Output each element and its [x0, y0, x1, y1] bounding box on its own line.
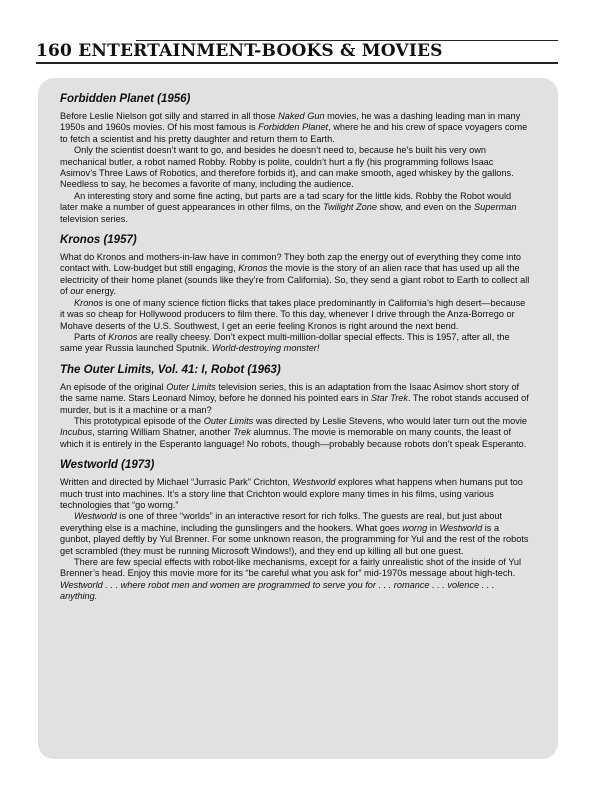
page-number: 160: [36, 41, 73, 61]
italic-text: World-destroying monster!: [211, 343, 320, 354]
page-heading: [36, 41, 443, 61]
italic-text: Twilight Zone: [323, 202, 377, 213]
entry-paragraph: There are few special effects with robot-like mechanisms, except for a fairly unrealistic shot of the inside of Yul Brenner’s head. Enjoy this movie more for its “be careful what you ask for” mid-1970s message about high-tech. Westworld . . . where robot men and women are programmed to serve you for . . . romance . . . volence . . . anything.: [60, 557, 521, 602]
italic-text: Outer Limits: [203, 415, 254, 426]
header-bottom-rule: [36, 62, 558, 64]
italic-text: Kronos: [108, 331, 138, 342]
entry-title: Kronos (1957): [60, 234, 137, 247]
italic-text: worng: [402, 522, 428, 533]
italic-text: Westworld: [292, 477, 336, 488]
entry-title: Westworld (1973): [60, 459, 155, 472]
italic-text: Forbidden Planet: [258, 122, 329, 133]
italic-text: Star Trek: [370, 393, 408, 404]
italic-text: Outer Limits: [166, 381, 216, 392]
entry-title: Forbidden Planet (1956): [60, 93, 191, 105]
entry-paragraph: Written and directed by Michael “Jurrasic Park” Crichton, Westworld explores what happens when humans put too much trust into machines. It’s a story line that Crichton would explore many times in his films, using various technologies that “go worng.”: [60, 477, 523, 510]
italic-text: our: [70, 286, 84, 297]
italic-text: Naked Gun: [278, 111, 325, 121]
section-title: ENTERTAINMENT-BOOKS & MOVIES: [78, 41, 443, 61]
review-entry: [60, 364, 531, 450]
review-entry: [60, 93, 531, 225]
content-panel: [38, 78, 558, 759]
entry-paragraph: An interesting story and some fine acting, but parts are a tad scary for the little kids. Robby the Robot would later make a number of guest appearances in other films, on the Twilight Zone show, and even on the Superman television series.: [60, 190, 517, 224]
italic-text: Kronos: [238, 263, 268, 274]
review-entry: [60, 234, 531, 355]
italic-text: Kronos: [74, 297, 104, 308]
entry-paragraph: Only the scientist doesn’t want to go, and besides he doesn’t need to, because he’s built his very own mechanical butler, a robot named Robby. Robby is polite, couldn’t hurt a fly (his programming follows Isaac Asimov’s Three Laws of Robotics, and therefore forbids it), and can make smooth, aged whiskey by the gallons. Needless to say, he becomes a favorite of many, including the audience.: [60, 145, 514, 190]
entry-paragraph: Before Leslie Nielson got silly and starred in all those Naked Gun movies, he was a dashing leading man in many 1950s and 1960s movies. Of his most famous is Forbidden Planet, where he and his crew of space voyagers come to fetch a scientist and his pretty daughter and return them to Earth.: [60, 111, 528, 144]
italic-text: Superman: [474, 202, 517, 213]
review-entry: [60, 459, 531, 602]
italic-text: Trek: [233, 427, 251, 438]
entry-paragraph: An episode of the original Outer Limits television series, this is an adaptation from the Isaac Asimov short story of the same name. Stars Leonard Nimoy, before he donned his pointed ears in Star Trek. The robot stands accused of murder, but is it a machine or a man?: [60, 381, 529, 415]
italic-text: Westworld: [439, 522, 483, 533]
entry-paragraph: What do Kronos and mothers-in-law have in common? They both zap the energy out of everything they come into contact with. Low-budget but still engaging, Kronos the movie is the story of an alien race that has used up all the electricity of their home planet (sounds like they’re from California). So, they send a giant robot to Earth to collect all of our energy.: [60, 252, 530, 297]
entry-paragraph: Kronos is one of many science fiction flicks that takes place predominantly in California’s high desert—because it was so cheap for Hollywood producers to film there. To this day, whenever I drive through the Anza-Borrego or Mohave deserts of the U.S. Southwest, I get an eerie feeling Kronos is right around the next bend.: [60, 297, 526, 331]
italic-text: Westworld . . . where robot men and women are programmed to serve you for . . . romance . . . volence . . . anything.: [60, 579, 495, 602]
entry-title: The Outer Limits, Vol. 41: I, Robot (1963): [60, 363, 281, 376]
entry-paragraph: Parts of Kronos are really cheesy. Don’t expect multi-million-dollar special effects. This is 1957, after all, the same year Russia launched Sputnik. World-destroying monster!: [60, 331, 510, 354]
italic-text: Westworld: [74, 511, 117, 522]
entry-paragraph: Westworld is one of three “worlds” in an interactive resort for rich folks. The guests are real, but just about everything else is a machine, including the gunslingers and the hookers. What goes worng in Westworld is a gunbot, played deftly by Yul Brenner. For some unknown reason, the programming for Yul and the rest of the robots get scrambled (they must be running Microsoft Windows!), and they end up killing all but one guest.: [60, 511, 529, 556]
page-header: [36, 40, 558, 64]
entry-paragraph: This prototypical episode of the Outer Limits was directed by Leslie Stevens, who would later turn out the movie Incubus, starring William Shatner, another Trek alumnus. The movie is memorable on many counts, the least of which it is entirely in the Esperanto language! No robots, though—probably because robots don’t speak Esperanto.: [60, 415, 527, 449]
italic-text: Incubus: [60, 427, 93, 438]
